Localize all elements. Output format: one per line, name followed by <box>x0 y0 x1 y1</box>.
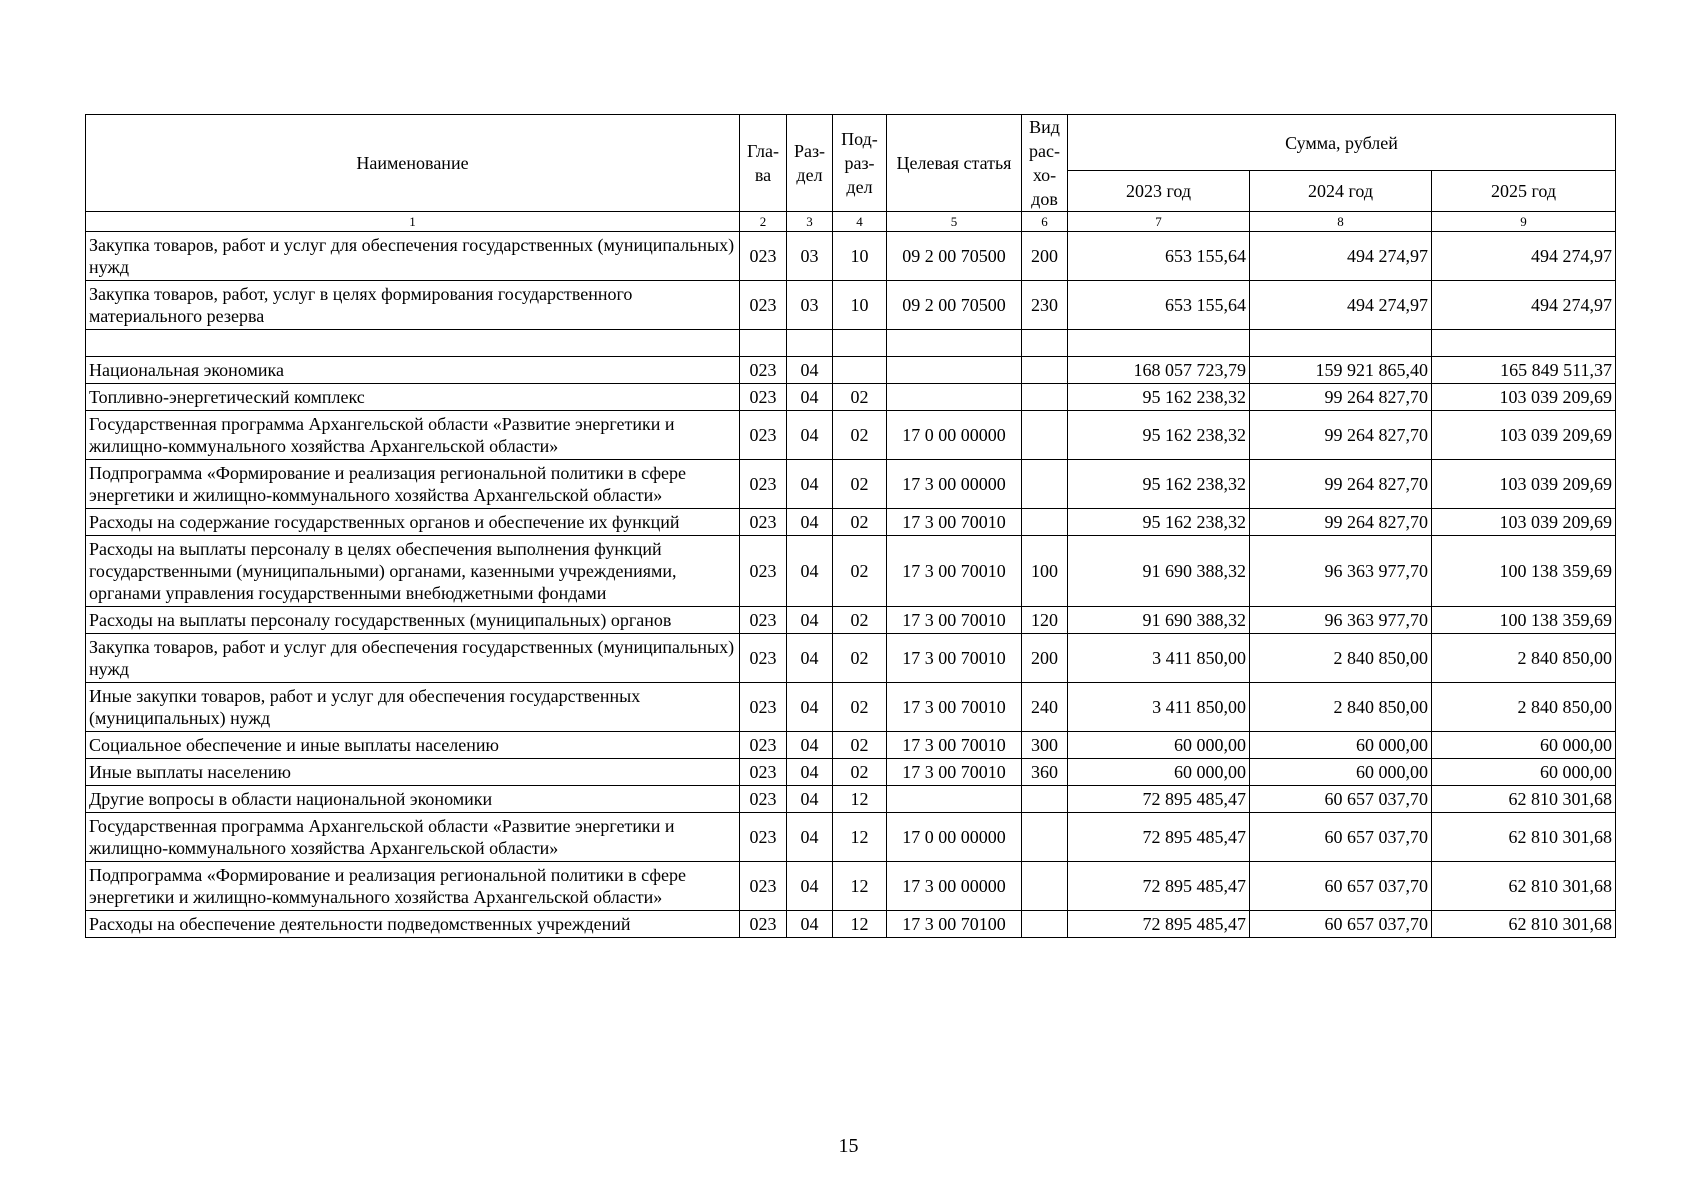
row-amount-2023: 653 155,64 <box>1068 232 1250 281</box>
row-amount-2025: 62 810 301,68 <box>1432 911 1616 938</box>
row-chapter: 023 <box>740 813 787 862</box>
row-expense-type: 240 <box>1022 683 1068 732</box>
row-chapter: 023 <box>740 911 787 938</box>
column-number: 1 <box>86 212 740 232</box>
row-name: Закупка товаров, работ и услуг для обеспечения государственных (муниципальных) нужд <box>86 232 740 281</box>
row-amount-2023: 653 155,64 <box>1068 281 1250 330</box>
row-section: 04 <box>787 384 833 411</box>
row-expense-type <box>1022 862 1068 911</box>
row-amount-2024: 494 274,97 <box>1250 281 1432 330</box>
row-subsection: 02 <box>833 411 887 460</box>
row-target <box>887 384 1022 411</box>
row-amount-2025: 100 138 359,69 <box>1432 607 1616 634</box>
table-row <box>86 509 1616 536</box>
row-name: Государственная программа Архангельской области «Развитие энергетики и жилищно-коммунального хозяйства Архангельской области» <box>86 813 740 862</box>
row-section: 04 <box>787 460 833 509</box>
row-name: Государственная программа Архангельской области «Развитие энергетики и жилищно-коммунального хозяйства Архангельской области» <box>86 411 740 460</box>
row-expense-type <box>1022 460 1068 509</box>
table-row <box>86 683 1616 732</box>
table-row <box>86 862 1616 911</box>
row-subsection: 12 <box>833 813 887 862</box>
row-chapter: 023 <box>740 232 787 281</box>
row-name <box>86 330 740 357</box>
row-expense-type: 200 <box>1022 634 1068 683</box>
table-row <box>86 460 1616 509</box>
row-section: 04 <box>787 813 833 862</box>
row-chapter: 023 <box>740 384 787 411</box>
row-amount-2025: 62 810 301,68 <box>1432 813 1616 862</box>
row-section: 04 <box>787 911 833 938</box>
row-amount-2025: 100 138 359,69 <box>1432 536 1616 607</box>
row-amount-2023: 95 162 238,32 <box>1068 460 1250 509</box>
row-amount-2023: 60 000,00 <box>1068 759 1250 786</box>
row-subsection: 02 <box>833 384 887 411</box>
row-expense-type: 360 <box>1022 759 1068 786</box>
row-amount-2023: 91 690 388,32 <box>1068 536 1250 607</box>
table-row <box>86 732 1616 759</box>
row-amount-2024: 96 363 977,70 <box>1250 607 1432 634</box>
row-amount-2023: 95 162 238,32 <box>1068 411 1250 460</box>
row-subsection: 02 <box>833 607 887 634</box>
row-section: 04 <box>787 536 833 607</box>
header-year-2024: 2024 год <box>1250 171 1432 212</box>
row-section <box>787 330 833 357</box>
column-number-row <box>86 212 1616 232</box>
page-number: 15 <box>838 1135 859 1157</box>
row-section: 04 <box>787 357 833 384</box>
row-chapter: 023 <box>740 634 787 683</box>
row-amount-2024: 494 274,97 <box>1250 232 1432 281</box>
row-name: Топливно-энергетический комплекс <box>86 384 740 411</box>
row-name: Другие вопросы в области национальной экономики <box>86 786 740 813</box>
row-chapter: 023 <box>740 862 787 911</box>
row-amount-2024: 60 657 037,70 <box>1250 862 1432 911</box>
row-target <box>887 786 1022 813</box>
row-amount-2024: 99 264 827,70 <box>1250 384 1432 411</box>
row-amount-2023: 95 162 238,32 <box>1068 509 1250 536</box>
column-number: 3 <box>787 212 833 232</box>
row-target: 17 3 00 70010 <box>887 732 1022 759</box>
row-target: 17 3 00 70010 <box>887 509 1022 536</box>
column-number: 9 <box>1432 212 1616 232</box>
row-subsection: 12 <box>833 786 887 813</box>
row-amount-2025: 103 039 209,69 <box>1432 411 1616 460</box>
table-row <box>86 330 1616 357</box>
budget-table <box>85 114 1616 938</box>
header-chapter: Гла-ва <box>740 115 787 212</box>
row-target: 17 3 00 70010 <box>887 536 1022 607</box>
row-chapter: 023 <box>740 683 787 732</box>
row-amount-2024: 99 264 827,70 <box>1250 460 1432 509</box>
row-amount-2025: 60 000,00 <box>1432 759 1616 786</box>
row-amount-2024 <box>1250 330 1432 357</box>
table-row <box>86 911 1616 938</box>
column-number: 8 <box>1250 212 1432 232</box>
table-row <box>86 281 1616 330</box>
row-expense-type: 230 <box>1022 281 1068 330</box>
row-expense-type <box>1022 357 1068 384</box>
header-name: Наименование <box>86 115 740 212</box>
row-amount-2025 <box>1432 330 1616 357</box>
row-expense-type <box>1022 911 1068 938</box>
row-name: Расходы на содержание государственных органов и обеспечение их функций <box>86 509 740 536</box>
row-amount-2025: 2 840 850,00 <box>1432 683 1616 732</box>
row-amount-2023: 168 057 723,79 <box>1068 357 1250 384</box>
row-expense-type <box>1022 384 1068 411</box>
row-target: 17 3 00 70010 <box>887 634 1022 683</box>
row-section: 04 <box>787 411 833 460</box>
row-expense-type <box>1022 330 1068 357</box>
row-amount-2023: 72 895 485,47 <box>1068 786 1250 813</box>
row-amount-2024: 2 840 850,00 <box>1250 634 1432 683</box>
table-row <box>86 607 1616 634</box>
header-expense-type: Вид рас-хо-дов <box>1022 115 1068 212</box>
row-section: 04 <box>787 759 833 786</box>
row-section: 03 <box>787 281 833 330</box>
row-name: Иные выплаты населению <box>86 759 740 786</box>
row-target <box>887 330 1022 357</box>
row-subsection: 12 <box>833 862 887 911</box>
header-section: Раз-дел <box>787 115 833 212</box>
row-subsection: 02 <box>833 460 887 509</box>
row-expense-type <box>1022 786 1068 813</box>
row-amount-2023: 72 895 485,47 <box>1068 813 1250 862</box>
row-target: 09 2 00 70500 <box>887 232 1022 281</box>
row-section: 04 <box>787 607 833 634</box>
row-amount-2024: 2 840 850,00 <box>1250 683 1432 732</box>
row-expense-type <box>1022 411 1068 460</box>
column-number: 2 <box>740 212 787 232</box>
row-subsection: 02 <box>833 509 887 536</box>
row-expense-type <box>1022 509 1068 536</box>
table-row <box>86 634 1616 683</box>
table-row <box>86 357 1616 384</box>
row-subsection: 12 <box>833 911 887 938</box>
row-chapter: 023 <box>740 732 787 759</box>
row-expense-type: 100 <box>1022 536 1068 607</box>
table-row <box>86 759 1616 786</box>
row-target: 17 0 00 00000 <box>887 813 1022 862</box>
row-name: Закупка товаров, работ, услуг в целях формирования государственного материального резерва <box>86 281 740 330</box>
row-chapter: 023 <box>740 509 787 536</box>
row-target: 17 3 00 70100 <box>887 911 1022 938</box>
row-name: Подпрограмма «Формирование и реализация региональной политики в сфере энергетики и жилищно-коммунального хозяйства Архангельской области» <box>86 862 740 911</box>
row-subsection: 02 <box>833 732 887 759</box>
row-amount-2025: 103 039 209,69 <box>1432 460 1616 509</box>
row-name: Расходы на обеспечение деятельности подведомственных учреждений <box>86 911 740 938</box>
row-amount-2025: 60 000,00 <box>1432 732 1616 759</box>
row-subsection: 02 <box>833 759 887 786</box>
row-target: 17 0 00 00000 <box>887 411 1022 460</box>
row-amount-2023: 72 895 485,47 <box>1068 911 1250 938</box>
row-chapter: 023 <box>740 607 787 634</box>
header-year-2023: 2023 год <box>1068 171 1250 212</box>
row-target: 17 3 00 70010 <box>887 683 1022 732</box>
row-chapter: 023 <box>740 786 787 813</box>
row-section: 04 <box>787 683 833 732</box>
row-target: 17 3 00 00000 <box>887 862 1022 911</box>
row-amount-2024: 96 363 977,70 <box>1250 536 1432 607</box>
row-subsection <box>833 330 887 357</box>
row-target: 09 2 00 70500 <box>887 281 1022 330</box>
header-sum: Сумма, рублей <box>1068 115 1616 171</box>
row-name: Расходы на выплаты персоналу государственных (муниципальных) органов <box>86 607 740 634</box>
row-name: Социальное обеспечение и иные выплаты населению <box>86 732 740 759</box>
row-amount-2025: 494 274,97 <box>1432 232 1616 281</box>
header-target: Целевая статья <box>887 115 1022 212</box>
row-amount-2024: 60 000,00 <box>1250 732 1432 759</box>
row-amount-2025: 2 840 850,00 <box>1432 634 1616 683</box>
row-section: 03 <box>787 232 833 281</box>
row-section: 04 <box>787 634 833 683</box>
row-section: 04 <box>787 509 833 536</box>
row-section: 04 <box>787 786 833 813</box>
row-subsection: 02 <box>833 634 887 683</box>
row-expense-type: 200 <box>1022 232 1068 281</box>
row-amount-2025: 103 039 209,69 <box>1432 509 1616 536</box>
row-amount-2024: 99 264 827,70 <box>1250 411 1432 460</box>
row-subsection: 02 <box>833 536 887 607</box>
row-chapter: 023 <box>740 460 787 509</box>
row-chapter: 023 <box>740 281 787 330</box>
row-chapter: 023 <box>740 411 787 460</box>
row-subsection <box>833 357 887 384</box>
row-target: 17 3 00 70010 <box>887 759 1022 786</box>
row-amount-2025: 165 849 511,37 <box>1432 357 1616 384</box>
column-number: 6 <box>1022 212 1068 232</box>
table-row <box>86 411 1616 460</box>
table-row <box>86 232 1616 281</box>
table-row <box>86 813 1616 862</box>
row-amount-2023 <box>1068 330 1250 357</box>
row-name: Национальная экономика <box>86 357 740 384</box>
row-subsection: 10 <box>833 232 887 281</box>
row-amount-2024: 60 657 037,70 <box>1250 786 1432 813</box>
row-target: 17 3 00 70010 <box>887 607 1022 634</box>
row-amount-2023: 91 690 388,32 <box>1068 607 1250 634</box>
row-section: 04 <box>787 732 833 759</box>
row-amount-2023: 60 000,00 <box>1068 732 1250 759</box>
row-amount-2023: 3 411 850,00 <box>1068 683 1250 732</box>
row-amount-2024: 159 921 865,40 <box>1250 357 1432 384</box>
row-name: Расходы на выплаты персоналу в целях обеспечения выполнения функций государственными (муниципальными) органами, казенными учреждениями, органами управления государственными внебюджетными фондами <box>86 536 740 607</box>
column-number: 7 <box>1068 212 1250 232</box>
row-amount-2025: 62 810 301,68 <box>1432 786 1616 813</box>
row-chapter: 023 <box>740 357 787 384</box>
row-name: Иные закупки товаров, работ и услуг для обеспечения государственных (муниципальных) нужд <box>86 683 740 732</box>
row-amount-2023: 95 162 238,32 <box>1068 384 1250 411</box>
row-chapter <box>740 330 787 357</box>
row-amount-2024: 99 264 827,70 <box>1250 509 1432 536</box>
row-expense-type: 300 <box>1022 732 1068 759</box>
row-name: Закупка товаров, работ и услуг для обеспечения государственных (муниципальных) нужд <box>86 634 740 683</box>
row-chapter: 023 <box>740 536 787 607</box>
row-target <box>887 357 1022 384</box>
table-body <box>86 232 1616 938</box>
row-section: 04 <box>787 862 833 911</box>
table-row <box>86 384 1616 411</box>
column-number: 4 <box>833 212 887 232</box>
row-target: 17 3 00 00000 <box>887 460 1022 509</box>
table-row <box>86 786 1616 813</box>
row-expense-type <box>1022 813 1068 862</box>
row-amount-2025: 103 039 209,69 <box>1432 384 1616 411</box>
row-amount-2024: 60 657 037,70 <box>1250 813 1432 862</box>
row-subsection: 02 <box>833 683 887 732</box>
row-amount-2024: 60 657 037,70 <box>1250 911 1432 938</box>
column-number: 5 <box>887 212 1022 232</box>
row-amount-2025: 494 274,97 <box>1432 281 1616 330</box>
table-row <box>86 536 1616 607</box>
row-amount-2023: 72 895 485,47 <box>1068 862 1250 911</box>
row-chapter: 023 <box>740 759 787 786</box>
row-name: Подпрограмма «Формирование и реализация региональной политики в сфере энергетики и жилищно-коммунального хозяйства Архангельской области» <box>86 460 740 509</box>
row-amount-2024: 60 000,00 <box>1250 759 1432 786</box>
header-year-2025: 2025 год <box>1432 171 1616 212</box>
row-expense-type: 120 <box>1022 607 1068 634</box>
header-subsection: Под-раз-дел <box>833 115 887 212</box>
row-subsection: 10 <box>833 281 887 330</box>
row-amount-2025: 62 810 301,68 <box>1432 862 1616 911</box>
row-amount-2023: 3 411 850,00 <box>1068 634 1250 683</box>
